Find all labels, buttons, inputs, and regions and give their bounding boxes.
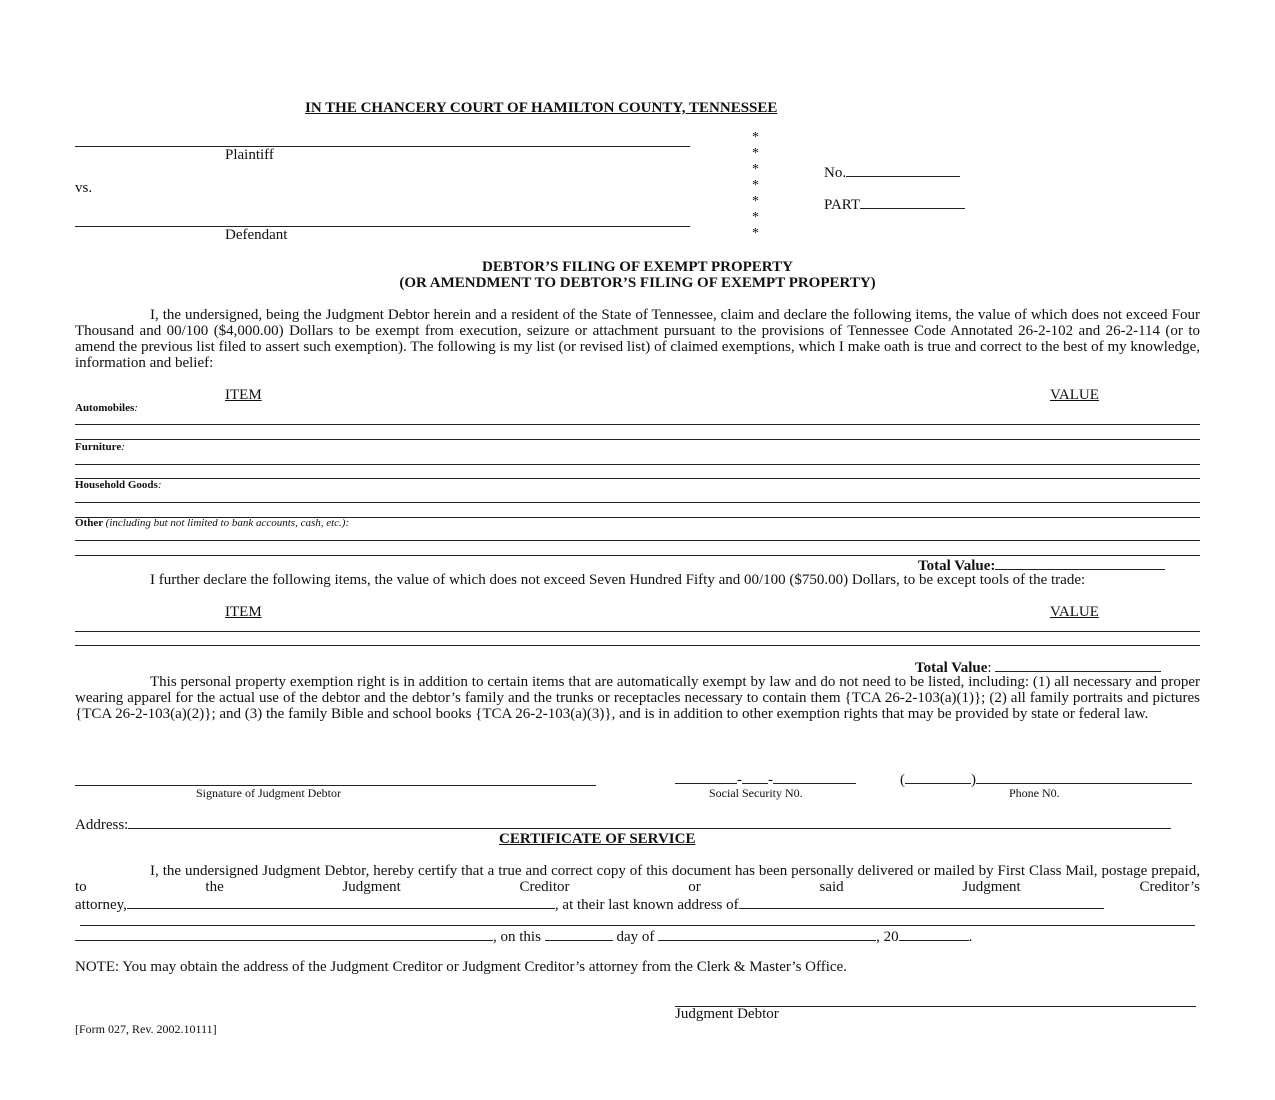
certificate-paragraph: I, the undersigned Judgment Debtor, hereby certify that a true and correct copy of this document has been personally delivered or mailed by First Class Mail, postage prepaid, to the Judgment Creditor or said Judgment Creditor’s	[75, 863, 1200, 895]
year-blank[interactable]	[899, 927, 969, 941]
tools-total-value-field[interactable]: Total Value:	[915, 658, 1161, 676]
versus-label: vs.	[75, 180, 93, 196]
court-title: IN THE CHANCERY COURT OF HAMILTON COUNTY, TENNESSEE	[305, 100, 778, 116]
furniture-label: Furniture:	[75, 441, 125, 453]
attorney-address-blank[interactable]	[739, 895, 1104, 909]
part-label: PART	[824, 197, 861, 213]
tools-line-2[interactable]	[75, 645, 1200, 646]
attorney-line[interactable]: attorney, , at their last known address of	[75, 895, 1104, 913]
automobiles-label: Automobiles:	[75, 402, 138, 414]
form-number: [Form 027, Rev. 2002.10111]	[75, 1022, 217, 1036]
phone-field[interactable]: ( )	[900, 770, 1192, 788]
tools-value-column-header: VALUE	[1050, 604, 1099, 620]
value-column-header: VALUE	[1050, 387, 1099, 403]
defendant-label: Defendant	[225, 227, 288, 243]
intro-paragraph: I, the undersigned, being the Judgment Debtor herein and a resident of the State of Tennessee, claim and declare the following items, the value of which does not exceed Four Thousand and 00/100 ($4,000.00) Dollars to be exempt from execution, seizure or attachment pursuant to the provisions of Tennessee Code Annotated 26-2-102 and 26-2-114 (or to amend the previous list filed to assert such exemption). The following is my list (or revised list) of claimed exemptions, which I make oath is true and correct to the best of my knowledge, information and belief:	[75, 307, 1200, 371]
tools-item-column-header: ITEM	[225, 604, 262, 620]
furniture-line-2[interactable]	[75, 478, 1200, 479]
other-label: Other (including but not limited to bank accounts, cash, etc.):	[75, 517, 350, 529]
defendant-line[interactable]	[75, 226, 690, 227]
part-field[interactable]	[824, 195, 965, 213]
address-blank[interactable]	[128, 815, 1171, 829]
case-number-field[interactable]	[824, 163, 960, 181]
caption-asterisk: *	[752, 210, 759, 225]
judgment-debtor-label: Judgment Debtor	[675, 1006, 779, 1022]
tools-total-value-blank[interactable]	[995, 658, 1161, 672]
address-label: Address:	[75, 817, 129, 833]
caption-asterisk: *	[752, 178, 759, 193]
item-column-header: ITEM	[225, 387, 262, 403]
tools-line-1[interactable]	[75, 631, 1200, 632]
total-value-label: Total Value:	[918, 558, 996, 574]
case-number-blank[interactable]	[846, 163, 960, 177]
form-title-line1: DEBTOR’S FILING OF EXEMPT PROPERTY	[482, 259, 793, 275]
ssn-label: Social Security N0.	[709, 786, 803, 800]
total-value-blank[interactable]	[995, 556, 1165, 570]
signature-label: Signature of Judgment Debtor	[196, 786, 341, 800]
tools-paragraph: I further declare the following items, the value of which does not exceed Seven Hundred Fifty and 00/100 ($750.00) Dollars, to be except tools of the trade:	[150, 572, 1086, 588]
caption-asterisk: *	[752, 226, 759, 241]
other-line-1[interactable]	[75, 540, 1200, 541]
case-number-label: No.	[824, 165, 847, 181]
caption-asterisk: *	[752, 130, 759, 145]
plaintiff-line[interactable]	[75, 146, 690, 147]
day-blank[interactable]	[545, 927, 613, 941]
plaintiff-label: Plaintiff	[225, 147, 274, 163]
tools-total-value-label: Total Value	[915, 660, 988, 676]
part-blank[interactable]	[860, 195, 965, 209]
certificate-title: CERTIFICATE OF SERVICE	[499, 831, 696, 847]
automobiles-line-1[interactable]	[75, 424, 1200, 425]
caption-asterisk: *	[752, 194, 759, 209]
note: NOTE: You may obtain the address of the Judgment Creditor or Judgment Creditor’s attorney from the Clerk & Master’s Office.	[75, 959, 847, 975]
form-title-line2: (OR AMENDMENT TO DEBTOR’S FILING OF EXEMPT PROPERTY)	[399, 275, 876, 291]
household-goods-line-1[interactable]	[75, 502, 1200, 503]
attorney-name-blank[interactable]	[127, 895, 555, 909]
address-continuation-line[interactable]	[80, 925, 1195, 926]
exemption-paragraph: This personal property exemption right is in addition to certain items that are automatically exempt by law and do not need to be listed, including: (1) all necessary and proper wearing apparel for the actual use of the debtor and the debtor’s family and the trunks or receptacles necessary to contain them {TCA 26-2-103(a)(1)}; (2) all family portraits and pictures {TCA 26-2-103(a)(2)}; and (3) the family Bible and school books {TCA 26-2-103(a)(3)}, and is in addition to other exemption rights that may be provided by state or federal law.	[75, 674, 1200, 722]
date-line[interactable]: , on this day of , 20 .	[75, 927, 972, 945]
phone-label: Phone N0.	[1009, 786, 1060, 800]
caption-asterisk: *	[752, 146, 759, 161]
caption-asterisk: *	[752, 162, 759, 177]
ssn-field[interactable]: - -	[675, 770, 856, 788]
month-blank[interactable]	[658, 927, 876, 941]
automobiles-line-2[interactable]	[75, 439, 1200, 440]
household-goods-label: Household Goods:	[75, 479, 162, 491]
furniture-line-1[interactable]	[75, 464, 1200, 465]
